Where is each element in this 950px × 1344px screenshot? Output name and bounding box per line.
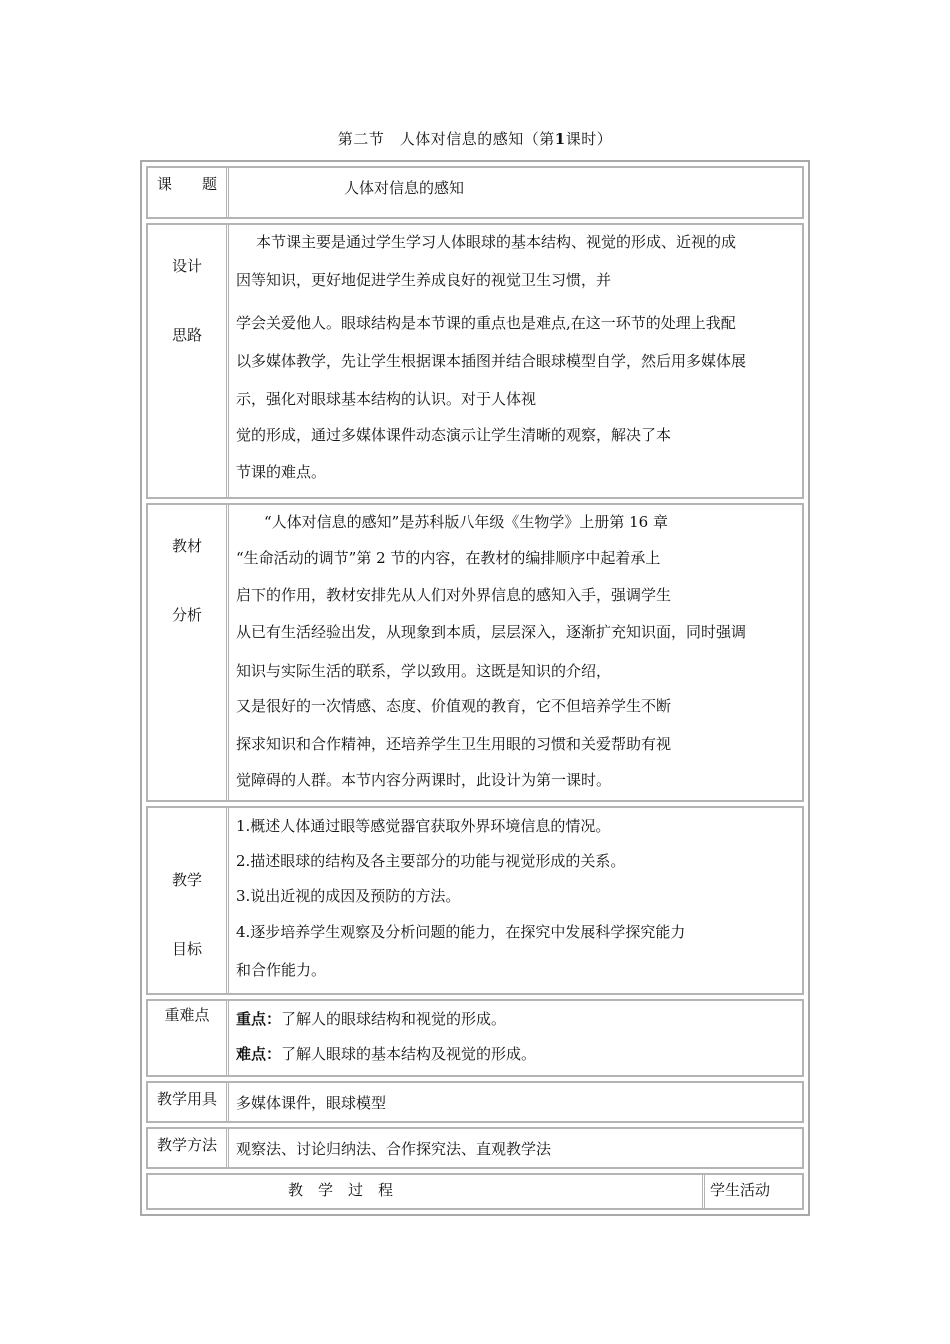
goal-item: 3.说出近视的成因及预防的方法。 bbox=[236, 887, 461, 905]
goal-item: 和合作能力。 bbox=[236, 961, 327, 979]
key-point: 重点：了解人的眼球结构和视觉的形成。 bbox=[236, 1010, 507, 1028]
goal-item: 4.逐步培养学生观察及分析问题的能力，在探究中发展科学探究能力 bbox=[236, 923, 686, 941]
design-label-1: 设计 bbox=[171, 257, 202, 275]
row-topic bbox=[146, 166, 804, 219]
topic-label: 课 题 bbox=[156, 175, 218, 193]
goal-item: 2.描述眼球的结构及各主要部分的功能与视觉形成的关系。 bbox=[236, 852, 626, 870]
title-number: 1 bbox=[554, 130, 566, 148]
difficult-point: 难点：了解人眼球的基本结构及视觉的形成。 bbox=[236, 1045, 537, 1063]
analysis-line: 觉障碍的人群。本节内容分两课时，此设计为第一课时。 bbox=[236, 771, 612, 789]
analysis-line: “人体对信息的感知”是苏科版八年级《生物学》上册第 16 章 bbox=[264, 513, 668, 531]
tools-label: 教学用具 bbox=[156, 1090, 217, 1108]
row-process bbox=[146, 1173, 804, 1210]
row-design bbox=[146, 223, 804, 499]
row-key-points bbox=[146, 999, 804, 1077]
design-line: 节课的难点。 bbox=[236, 463, 327, 481]
lesson-plan-table bbox=[140, 160, 810, 1216]
goal-item: 1.概述人体通过眼等感觉器官获取外界环境信息的情况。 bbox=[236, 817, 611, 835]
row-methods bbox=[146, 1127, 804, 1169]
design-line: 觉的形成，通过多媒体课件动态演示让学生清晰的观察，解决了本 bbox=[236, 426, 672, 444]
analysis-line: 从已有生活经验出发，从现象到本质，层层深入，逐渐扩充知识面，同时强调 bbox=[236, 623, 747, 641]
key-points-label: 重难点 bbox=[164, 1006, 210, 1024]
analysis-line: 探求知识和合作精神，还培养学生卫生用眼的习惯和关爱帮助有视 bbox=[236, 735, 672, 753]
document-title bbox=[0, 128, 950, 149]
analysis-line: 又是很好的一次情感、态度、价值观的教育，它不但培养学生不断 bbox=[236, 697, 672, 715]
design-line: 因等知识，更好地促进学生养成良好的视觉卫生习惯，并 bbox=[236, 271, 612, 289]
analysis-label-2: 分析 bbox=[171, 606, 202, 624]
analysis-label-1: 教材 bbox=[171, 537, 202, 555]
row-analysis bbox=[146, 503, 804, 802]
methods-value: 观察法、讨论归纳法、合作探究法、直观教学法 bbox=[236, 1140, 552, 1158]
methods-label: 教学方法 bbox=[156, 1136, 217, 1154]
row-goals bbox=[146, 806, 804, 995]
goals-label-1: 教学 bbox=[171, 871, 202, 889]
design-line: 示，强化对眼球基本结构的认识。对于人体视 bbox=[236, 390, 537, 408]
student-activity-label: 学生活动 bbox=[710, 1181, 771, 1199]
design-line: 以多媒体教学，先让学生根据课本插图并结合眼球模型自学，然后用多媒体展 bbox=[236, 352, 747, 370]
goals-label-2: 目标 bbox=[171, 940, 202, 958]
process-label: 教 学 过 程 bbox=[288, 1181, 394, 1199]
row-tools bbox=[146, 1081, 804, 1123]
design-line: 本节课主要是通过学生学习人体眼球的基本结构、视觉的形成、近视的成 bbox=[256, 233, 737, 251]
tools-value: 多媒体课件，眼球模型 bbox=[236, 1094, 387, 1112]
analysis-line: “生命活动的调节”第 2 节的内容，在教材的编排顺序中起着承上 bbox=[236, 549, 661, 567]
design-line: 学会关爱他人。眼球结构是本节课的重点也是难点,在这一环节的处理上我配 bbox=[236, 314, 736, 332]
topic-value: 人体对信息的感知 bbox=[344, 179, 465, 197]
analysis-line: 启下的作用，教材安排先从人们对外界信息的感知入手，强调学生 bbox=[236, 586, 672, 604]
title-prefix: 第二节 人体对信息的感知（第 bbox=[337, 130, 555, 148]
analysis-line: 知识与实际生活的联系，学以致用。这既是知识的介绍， bbox=[236, 662, 612, 680]
title-suffix: 课时） bbox=[565, 130, 613, 148]
design-label-2: 思路 bbox=[171, 326, 202, 344]
